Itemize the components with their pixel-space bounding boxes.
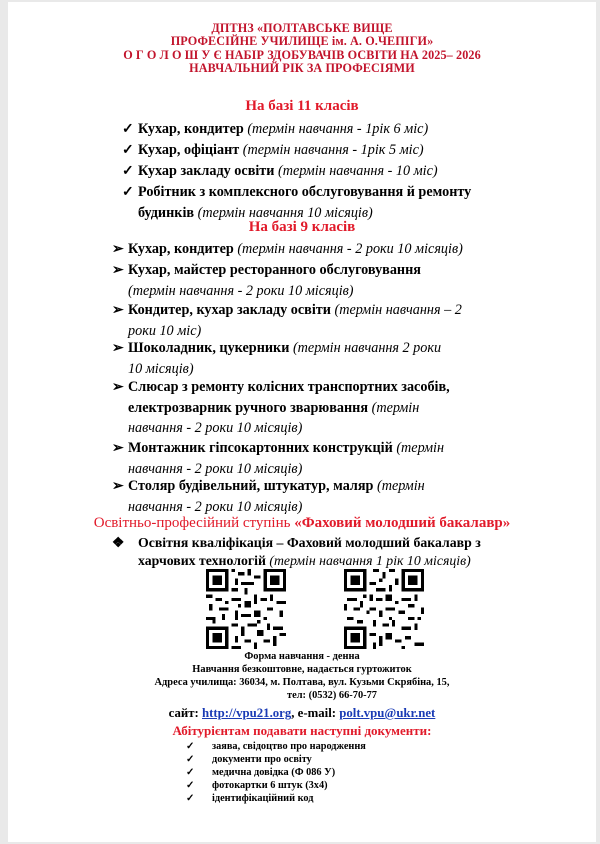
check-icon: ✓ [122, 142, 134, 158]
phone: тел: (0532) 66-70-77 [287, 690, 377, 701]
arrow-bullet-icon: ➢ [112, 241, 124, 257]
arrow-bullet-icon: ➢ [112, 379, 124, 395]
arrow-bullet-icon: ➢ [112, 262, 124, 278]
address: Адреса училища: 36034, м. Полтава, вул. Кузьми Скрябіна, 15, [154, 677, 450, 688]
arrow-bullet-icon: ➢ [112, 302, 124, 318]
check-icon: ✓ [186, 754, 195, 765]
contacts-line: сайт: http://vpu21.org, e-mail: polt.vpu@ukr.net [168, 706, 436, 720]
check-icon: ✓ [186, 741, 195, 752]
header [8, 22, 596, 76]
arrow-bullet-icon: ➢ [112, 340, 124, 356]
check-icon: ✓ [186, 793, 195, 804]
section-11-title: На базі 11 класів [245, 98, 359, 114]
free-study-note: Навчання безкоштовне, надається гуртожиток [192, 664, 412, 675]
qr-code-icon [206, 569, 286, 649]
arrow-bullet-icon: ➢ [112, 440, 124, 456]
check-icon: ✓ [122, 184, 134, 200]
study-form: Форма навчання - денна [244, 651, 360, 662]
header-line-3: О Г О Л О Ш У Є НАБІР ЗДОБУВАЧІВ ОСВІТИ НА 2025– 2026 [123, 47, 481, 62]
check-icon: ✓ [122, 121, 134, 137]
flyer-page: ДПТНЗ «ПОЛТАВСЬКЕ ВИЩЕ ПРОФЕСІЙНЕ УЧИЛИЩЕ ім. А. О.ЧЕПІГИ» О Г О Л О Ш У Є НАБІР ЗДОБУВАЧІВ ОСВІТИ НА 2025– 2026 НАВЧАЛЬНИЙ РІК ЗА ПРОФЕСІЯМИ На базі 11 класів ✓ Кухар, кондитер (термін навчання - 1рік 6 міс) ✓ Кухар, офіціант (термін навчання - 1рік 5 міс) ✓ Кухар закладу освіти (термін навчання - 10 міс) ✓ Робітник з комплексного обслуговування й ремонту будинків (термін навчання 10 місяців) На базі 9 класів ➢ Кухар, кондитер (термін навчання - 2 роки 10 місяців) ➢ Кухар, майстер ресторанного обслуговування (термін навчання - 2 роки 10 місяців) ➢ Кондитер, кухар закладу освіти (термін навчання – 2 роки 10 міс) ➢ Шоколадник, цукерники (термін навчання 2 роки 10 місяців) ➢ Слюсар з ремонту колісних транспортних засобів, електрозварник ручного зварювання (термін навчання - 2 роки 10 місяців) ➢ Монтажник гіпсокартонних конструкцій (термін навчання - 2 роки 10 місяців) ➢ Столяр будівельний, штукатур, маляр (термін навчання - 2 роки 10 місяців) Освітньо-професійний ступінь «Фаховий молодший бакалавр» ❖ Освітня кваліфікація – Фаховий молодший бакалавр з харчових технологій (термін навчання 1 рік 10 місяців) Форма навчання - денна Навчання безкоштовне, надається гуртожиток Адреса училища: 36034, м. Полтава, вул. Кузьми Скрябіна, 15, тел: (0532) 66-70-77 сайт: http://vpu21.org, e-mail: polt.vpu@ukr.net Абітурієнтам подавати наступні документи: ✓ заява, свідоцтво про народження ✓ документи про освіту ✓ медична довідка (Ф 086 У) ✓ фотокартки 6 штук (3х4) ✓ ідентифікаційний код [8, 2, 596, 842]
header-line-4: НАВЧАЛЬНИЙ РІК ЗА ПРОФЕСІЯМИ [189, 61, 415, 76]
section-9-title: На базі 9 класів [248, 219, 356, 235]
email-link[interactable]: polt.vpu@ukr.net [339, 706, 436, 720]
qr-code-icon [344, 569, 424, 649]
documents-title: Абітурієнтам подавати наступні документи: [172, 723, 432, 738]
check-icon: ✓ [186, 767, 195, 778]
diamond-bullet-icon: ❖ [111, 535, 125, 550]
arrow-bullet-icon: ➢ [112, 478, 124, 494]
website-link[interactable]: http://vpu21.org [202, 706, 292, 720]
header-line-1: ДПТНЗ «ПОЛТАВСЬКЕ ВИЩЕ [211, 21, 393, 35]
header-line-2: ПРОФЕСІЙНЕ УЧИЛИЩЕ ім. А. О.ЧЕПІГИ» [170, 34, 434, 49]
check-icon: ✓ [122, 163, 134, 179]
check-icon: ✓ [186, 780, 195, 791]
bachelor-title: Освітньо-професійний ступінь «Фаховий молодший бакалавр» [93, 515, 511, 531]
